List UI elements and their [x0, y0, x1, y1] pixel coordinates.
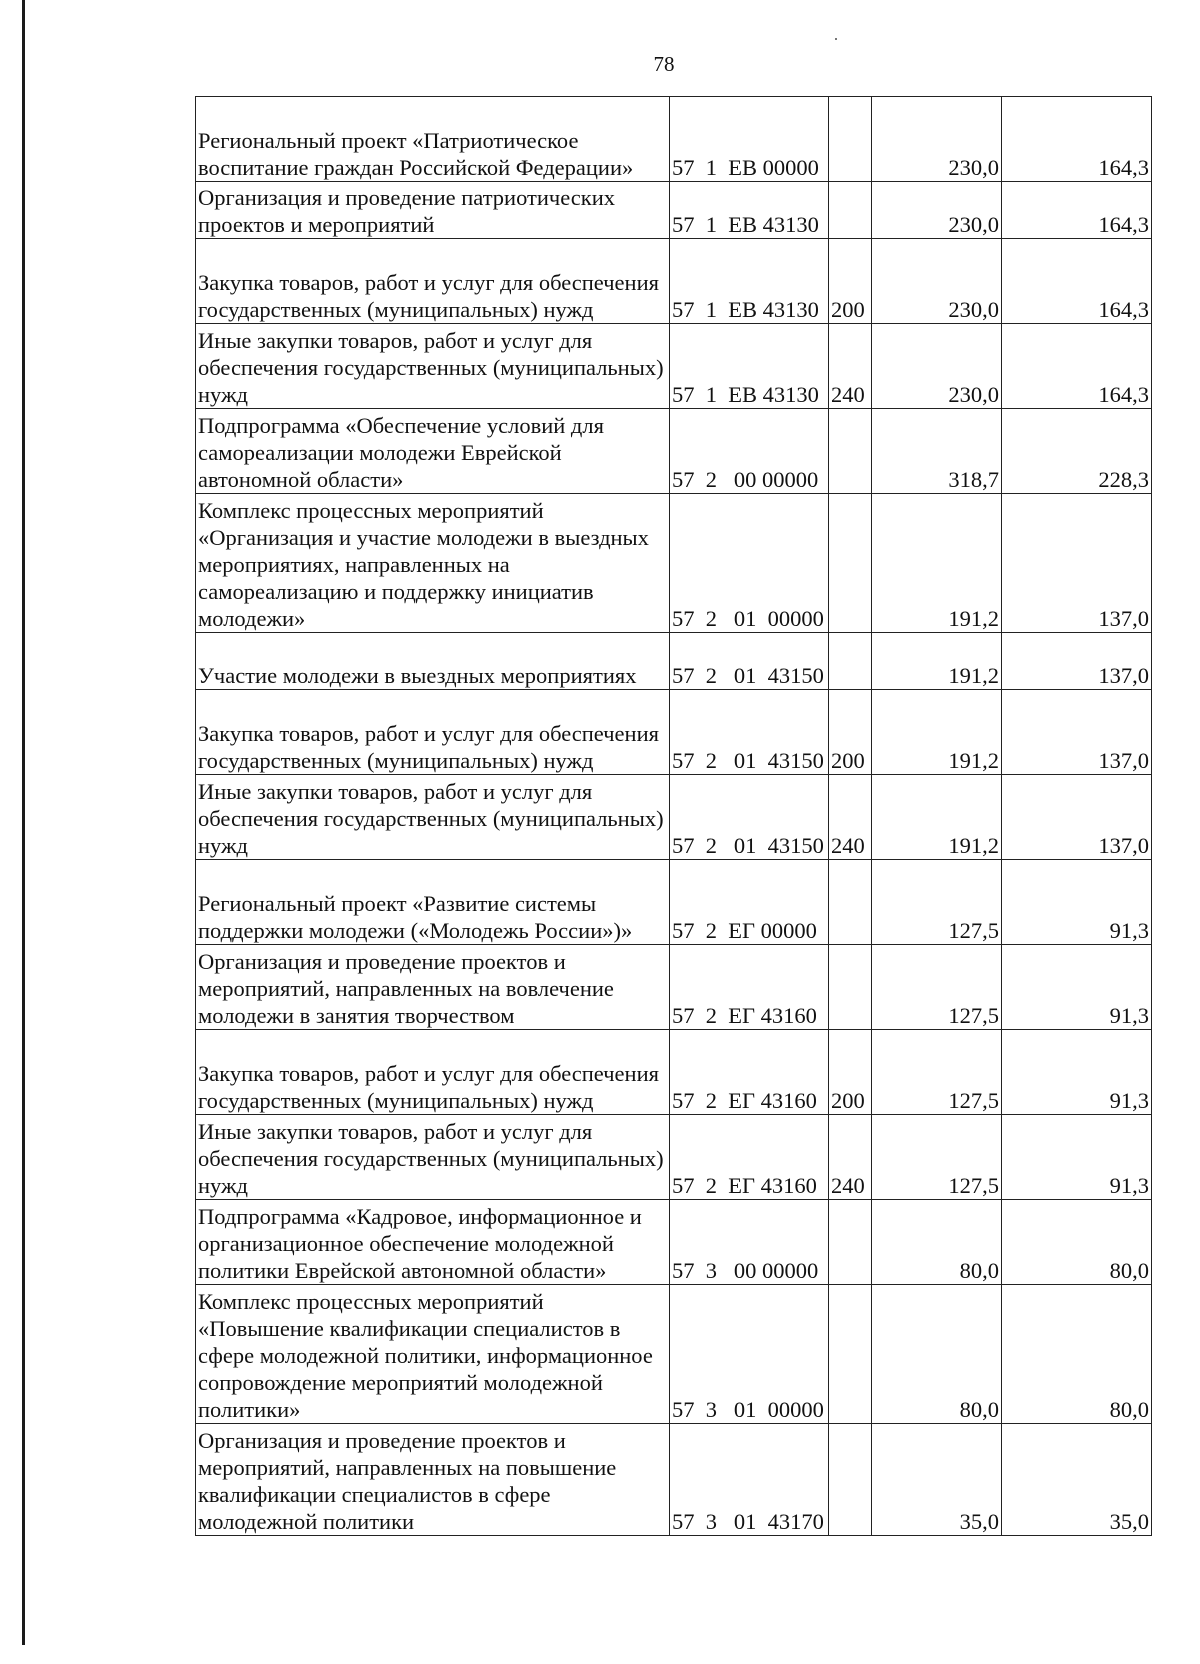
- row-name: Организация и проведение проектов и мероприятий, направленных на повышение квалификации специалистов в сфере молодежной политики: [196, 1424, 670, 1536]
- row-vr: [829, 494, 872, 633]
- row-value-1: 230,0: [872, 239, 1002, 324]
- row-value-2: 228,3: [1002, 409, 1152, 494]
- scan-speck: [835, 38, 837, 40]
- row-code: 57 2 01 43150: [670, 633, 829, 690]
- table-row: [196, 775, 1152, 860]
- row-code: 57 1 ЕВ 43130: [670, 324, 829, 409]
- row-name: Организация и проведение патриотических проектов и мероприятий: [196, 182, 670, 239]
- row-vr: [829, 945, 872, 1030]
- budget-table-body: [196, 97, 1152, 1536]
- row-value-2: 164,3: [1002, 97, 1152, 182]
- row-name: Закупка товаров, работ и услуг для обеспечения государственных (муниципальных) нужд: [196, 690, 670, 775]
- row-name: Участие молодежи в выездных мероприятиях: [196, 633, 670, 690]
- row-vr: [829, 409, 872, 494]
- table-row: [196, 633, 1152, 690]
- row-code: 57 3 00 00000: [670, 1200, 829, 1285]
- row-value-2: 164,3: [1002, 182, 1152, 239]
- row-name: Подпрограмма «Кадровое, информационное и организационное обеспечение молодежной политики Еврейской автономной области»: [196, 1200, 670, 1285]
- row-value-1: 35,0: [872, 1424, 1002, 1536]
- scan-edge-line: [22, 0, 25, 1645]
- row-name: Комплекс процессных мероприятий «Повышение квалификации специалистов в сфере молодежной политики, информационное сопровождение мероприятий молодежной политики»: [196, 1285, 670, 1424]
- row-value-2: 91,3: [1002, 1030, 1152, 1115]
- budget-table: [195, 96, 1152, 1536]
- row-value-2: 91,3: [1002, 1115, 1152, 1200]
- row-vr: 200: [829, 1030, 872, 1115]
- row-value-1: 191,2: [872, 494, 1002, 633]
- row-vr: 240: [829, 1115, 872, 1200]
- row-code: 57 1 ЕВ 43130: [670, 182, 829, 239]
- row-value-2: 80,0: [1002, 1200, 1152, 1285]
- row-vr: [829, 1424, 872, 1536]
- table-row: [196, 409, 1152, 494]
- row-vr: 240: [829, 324, 872, 409]
- row-vr: [829, 1200, 872, 1285]
- row-value-2: 35,0: [1002, 1424, 1152, 1536]
- row-value-1: 127,5: [872, 1115, 1002, 1200]
- table-row: [196, 1285, 1152, 1424]
- table-row: [196, 494, 1152, 633]
- row-code: 57 2 ЕГ 43160: [670, 1030, 829, 1115]
- row-code: 57 3 01 43170: [670, 1424, 829, 1536]
- row-code: 57 3 01 00000: [670, 1285, 829, 1424]
- row-value-2: 137,0: [1002, 633, 1152, 690]
- table-row: [196, 1115, 1152, 1200]
- row-code: 57 2 00 00000: [670, 409, 829, 494]
- row-name: Организация и проведение проектов и мероприятий, направленных на вовлечение молодежи в занятия творчеством: [196, 945, 670, 1030]
- row-value-1: 80,0: [872, 1200, 1002, 1285]
- row-value-1: 127,5: [872, 860, 1002, 945]
- table-row: [196, 945, 1152, 1030]
- row-value-1: 191,2: [872, 690, 1002, 775]
- row-value-1: 80,0: [872, 1285, 1002, 1424]
- row-vr: [829, 860, 872, 945]
- row-name: Закупка товаров, работ и услуг для обеспечения государственных (муниципальных) нужд: [196, 239, 670, 324]
- row-value-1: 230,0: [872, 182, 1002, 239]
- page-number: 78: [653, 52, 675, 76]
- row-value-1: 127,5: [872, 945, 1002, 1030]
- row-name: Комплекс процессных мероприятий «Организация и участие молодежи в выездных мероприятиях, направленных на самореализацию и поддержку инициатив молодежи»: [196, 494, 670, 633]
- row-value-2: 91,3: [1002, 945, 1152, 1030]
- table-row: [196, 860, 1152, 945]
- row-name: Иные закупки товаров, работ и услуг для обеспечения государственных (муниципальных) нужд: [196, 324, 670, 409]
- row-code: 57 2 ЕГ 43160: [670, 945, 829, 1030]
- row-value-1: 127,5: [872, 1030, 1002, 1115]
- table-row: [196, 182, 1152, 239]
- table-row: [196, 324, 1152, 409]
- row-value-2: 91,3: [1002, 860, 1152, 945]
- row-code: 57 2 ЕГ 43160: [670, 1115, 829, 1200]
- row-name: Закупка товаров, работ и услуг для обеспечения государственных (муниципальных) нужд: [196, 1030, 670, 1115]
- row-code: 57 2 01 43150: [670, 690, 829, 775]
- row-value-1: 191,2: [872, 633, 1002, 690]
- row-code: 57 2 ЕГ 00000: [670, 860, 829, 945]
- row-value-2: 137,0: [1002, 494, 1152, 633]
- row-vr: 200: [829, 690, 872, 775]
- table-row: [196, 239, 1152, 324]
- row-vr: [829, 1285, 872, 1424]
- row-vr: [829, 97, 872, 182]
- row-code: 57 1 ЕВ 00000: [670, 97, 829, 182]
- row-vr: 240: [829, 775, 872, 860]
- row-value-1: 191,2: [872, 775, 1002, 860]
- row-vr: 200: [829, 239, 872, 324]
- row-name: Региональный проект «Развитие системы поддержки молодежи («Молодежь России»)»: [196, 860, 670, 945]
- row-name: Иные закупки товаров, работ и услуг для обеспечения государственных (муниципальных) нужд: [196, 775, 670, 860]
- row-vr: [829, 182, 872, 239]
- row-value-1: 318,7: [872, 409, 1002, 494]
- row-value-2: 80,0: [1002, 1285, 1152, 1424]
- table-row: [196, 1424, 1152, 1536]
- row-code: 57 2 01 43150: [670, 775, 829, 860]
- row-value-1: 230,0: [872, 324, 1002, 409]
- row-code: 57 1 ЕВ 43130: [670, 239, 829, 324]
- row-value-2: 164,3: [1002, 239, 1152, 324]
- row-value-2: 137,0: [1002, 690, 1152, 775]
- row-name: Подпрограмма «Обеспечение условий для самореализации молодежи Еврейской автономной области»: [196, 409, 670, 494]
- row-value-2: 137,0: [1002, 775, 1152, 860]
- row-vr: [829, 633, 872, 690]
- row-code: 57 2 01 00000: [670, 494, 829, 633]
- table-row: [196, 1030, 1152, 1115]
- row-name: Иные закупки товаров, работ и услуг для обеспечения государственных (муниципальных) нужд: [196, 1115, 670, 1200]
- table-row: [196, 97, 1152, 182]
- table-row: [196, 1200, 1152, 1285]
- row-name: Региональный проект «Патриотическое воспитание граждан Российской Федерации»: [196, 97, 670, 182]
- row-value-1: 230,0: [872, 97, 1002, 182]
- table-row: [196, 690, 1152, 775]
- row-value-2: 164,3: [1002, 324, 1152, 409]
